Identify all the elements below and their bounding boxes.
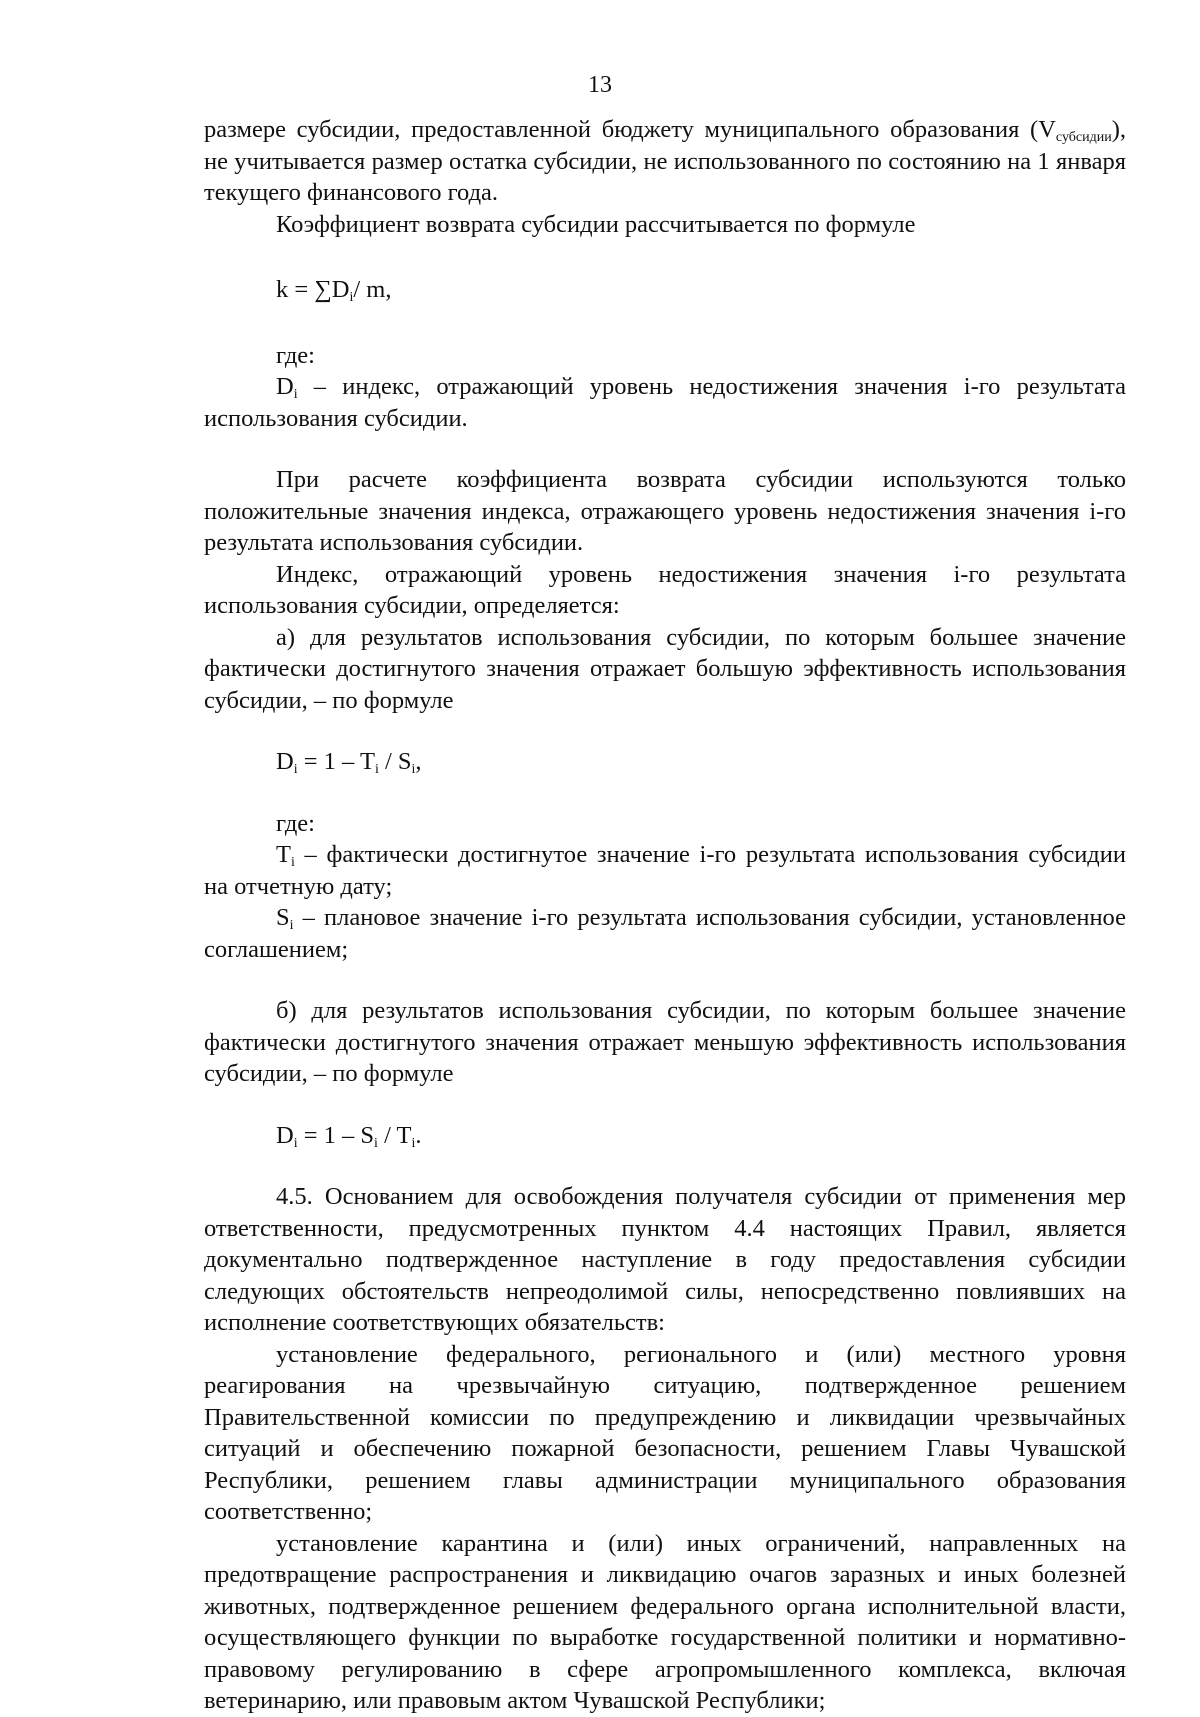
formula-part: / m,	[353, 276, 392, 303]
formula-a	[204, 746, 1126, 778]
definition-text: – фактически достигнутое значение i-го результата использования субсидии на отчетную дату;	[204, 841, 1126, 900]
paragraph-coefficient-intro: Коэффициент возврата субсидии рассчитывается по формуле	[276, 210, 916, 238]
paragraph-section-4-5: 4.5. Основанием для освобождения получателя субсидии от применения мер ответственности, предусмотренных пунктом 4.4 настоящих Правил, является документально подтвержденное наступление в году предоставления субсидии следующих обстоятельств непреодолимой силы, непосредственно повлиявших на исполнение соответствующих обязательств:	[204, 1183, 1126, 1336]
formula-b	[204, 1120, 1126, 1152]
formula-part: .	[415, 1121, 422, 1149]
definition-d	[204, 371, 1126, 434]
subscript: i	[290, 855, 295, 870]
subscript: i	[293, 1135, 298, 1151]
formula-part: = 1 – S	[297, 1121, 375, 1149]
paragraph-text: размере субсидии, предоставленной бюджету муниципального образования (V	[204, 116, 1056, 143]
definition-symbol: S	[276, 904, 290, 931]
where-label: где:	[276, 809, 315, 837]
formula-part: / S	[378, 748, 412, 775]
page-number: 13	[588, 72, 612, 98]
subscript: i	[411, 762, 416, 777]
subscript: i	[374, 1135, 378, 1151]
subscript: субсидии	[1055, 130, 1112, 145]
paragraph-emergency-response: установление федерального, регионального и (или) местного уровня реагирования на чрезвычайную ситуацию, подтвержденное решением Правительственной комиссии по предупреждению и ликвидации чрезвычайных ситуаций и обеспечению пожарной безопасности, решением Главы Чувашской Республики, решением главы администрации муниципального образования соответственно;	[204, 1340, 1126, 1525]
formula-part: D	[276, 748, 294, 775]
definition-text: – индекс, отражающий уровень недостижения значения i-го результата использования субсидии.	[204, 373, 1126, 432]
paragraph-quarantine: установление карантина и (или) иных ограничений, направленных на предотвращение распространения и ликвидацию очагов заразных и иных болезней животных, подтвержденное решением федерального органа исполнительной власти, осуществляющего функции по выработке государственной политики и нормативно-правовому регулированию в сфере агропромышленного комплекса, включая ветеринарию, или правовым актом Чувашской Республики;	[204, 1529, 1126, 1714]
formula-k	[204, 274, 1126, 306]
subscript: i	[289, 918, 294, 933]
paragraph-index-definition: Индекс, отражающий уровень недостижения значения i-го результата использования субсидии, определяется:	[204, 560, 1126, 619]
where-label: где:	[276, 341, 315, 369]
formula-part: k = ∑D	[276, 276, 350, 303]
paragraph-case-a: а) для результатов использования субсидии, по которым большее значение фактически достигнутого значения отражает большую эффективность использования субсидии, – по формуле	[204, 623, 1126, 714]
subscript: i	[349, 290, 354, 305]
paragraph-text: ), не учитывается размер остатка субсидии, не использованного по состоянию на 1 января текущего финансового года.	[204, 116, 1126, 206]
definition-symbol: T	[276, 841, 291, 868]
definition-s	[204, 902, 1126, 965]
subscript: i	[293, 762, 298, 777]
definition-t	[204, 839, 1126, 902]
paragraph-case-b: б) для результатов использования субсидии, по которым большее значение фактически достигнутого значения отражает меньшую эффективность использования субсидии, – по формуле	[204, 997, 1126, 1087]
formula-part: D	[276, 1121, 294, 1149]
document-body	[204, 114, 1126, 1717]
formula-part: = 1 – T	[297, 748, 375, 775]
subscript: i	[411, 1135, 416, 1151]
paragraph-positive-values: При расчете коэффициента возврата субсидии используются только положительные значения индекса, отражающего уровень недостижения значения i-го результата использования субсидии.	[204, 466, 1126, 556]
subscript: i	[293, 387, 298, 402]
definition-text: – плановое значение i-го результата использования субсидии, установленное соглашением;	[204, 904, 1126, 963]
paragraph-subsidy-size	[204, 114, 1126, 209]
subscript: i	[374, 762, 379, 777]
formula-part: ,	[415, 748, 422, 775]
formula-part: / T	[377, 1121, 412, 1149]
definition-symbol: D	[276, 373, 294, 400]
